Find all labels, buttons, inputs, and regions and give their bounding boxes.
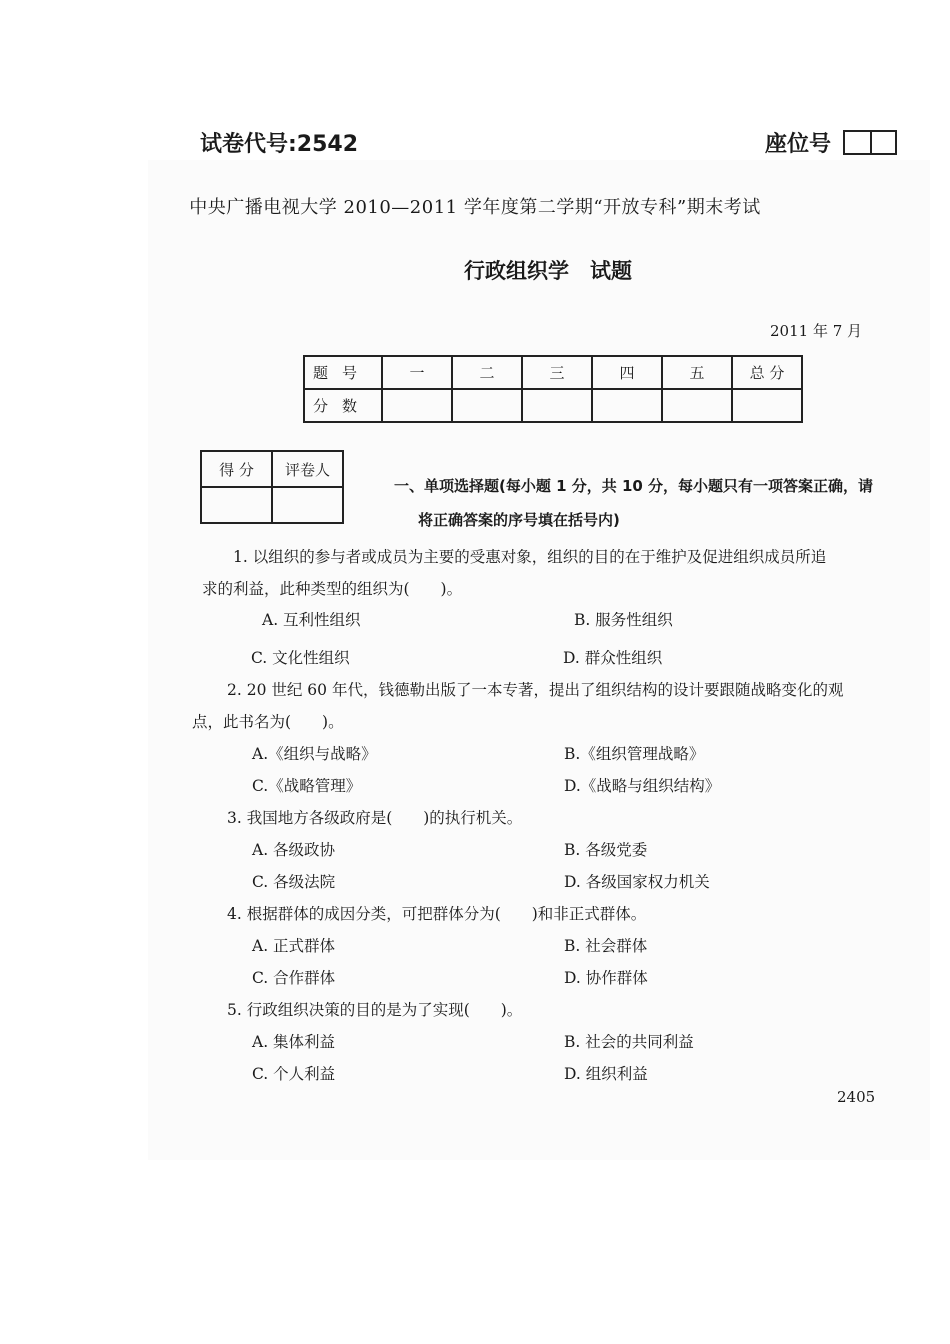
- seat-number-box: [843, 130, 897, 155]
- section-instruction-line2: 将正确答案的序号填在括号内): [418, 511, 620, 529]
- question-2-option-b: B.《组织管理战略》: [564, 745, 705, 763]
- question-4-option-b: B. 社会群体: [564, 937, 648, 955]
- question-1-stem-cont: 求的利益，此种类型的组织为( )。: [202, 580, 463, 598]
- section-instruction-line1: 一、单项选择题(每小题 1 分，共 10 分，每小题只有一项答案正确，请: [394, 477, 874, 495]
- question-1-option-b: B. 服务性组织: [574, 611, 673, 629]
- exam-header: 中央广播电视大学 2010—2011 学年度第二学期“开放专科”期末考试: [189, 197, 761, 218]
- score-table-row-label: 分数: [304, 389, 382, 422]
- question-2-option-a: A.《组织与战略》: [252, 745, 377, 763]
- question-5-option-b: B. 社会的共同利益: [564, 1033, 694, 1051]
- question-4-option-c: C. 合作群体: [252, 969, 336, 987]
- question-1-option-d: D. 群众性组织: [563, 649, 663, 667]
- score-table-header-row: [304, 356, 802, 389]
- question-2-stem-cont: 点，此书名为( )。: [192, 713, 344, 731]
- question-4-option-a: A. 正式群体: [252, 937, 336, 955]
- question-3-stem: 3. 我国地方各级政府是( )的执行机关。: [227, 809, 523, 827]
- question-5-option-a: A. 集体利益: [252, 1033, 336, 1051]
- question-4-option-d: D. 协作群体: [564, 969, 648, 987]
- question-1-option-a: A. 互利性组织: [262, 611, 361, 629]
- exam-date: 2011 年 7 月: [770, 322, 863, 340]
- grader-name-label: 评卷人: [272, 451, 343, 487]
- seat-label: 座位号: [765, 132, 832, 157]
- score-cell: [382, 389, 452, 422]
- grader-score-label: 得 分: [201, 451, 272, 487]
- question-5-option-d: D. 组织利益: [564, 1065, 648, 1083]
- score-table-column: 总 分: [732, 356, 802, 389]
- exam-code: 试卷代号:2542: [200, 132, 359, 157]
- score-table-column: 二: [452, 356, 522, 389]
- grader-score-cell: [201, 487, 272, 523]
- question-3-option-b: B. 各级党委: [564, 841, 648, 859]
- question-3-option-d: D. 各级国家权力机关: [564, 873, 710, 891]
- score-table: [303, 355, 803, 423]
- question-2-option-c: C.《战略管理》: [252, 777, 362, 795]
- score-table-column: 三: [522, 356, 592, 389]
- page-number: 2405: [837, 1088, 876, 1106]
- question-3-option-c: C. 各级法院: [252, 873, 336, 891]
- score-table-row-label: 题号: [304, 356, 382, 389]
- grader-name-cell: [272, 487, 343, 523]
- score-cell: [452, 389, 522, 422]
- question-2-option-d: D.《战略与组织结构》: [564, 777, 721, 795]
- score-table-column: 五: [662, 356, 732, 389]
- question-1-option-c: C. 文化性组织: [251, 649, 350, 667]
- question-5-option-c: C. 个人利益: [252, 1065, 336, 1083]
- score-cell: [592, 389, 662, 422]
- question-2-stem: 2. 20 世纪 60 年代，钱德勒出版了一本专著，提出了组织结构的设计要跟随战略变化的观: [227, 681, 844, 699]
- score-cell: [732, 389, 802, 422]
- score-cell: [522, 389, 592, 422]
- score-table-score-row: [304, 389, 802, 422]
- question-3-option-a: A. 各级政协: [252, 841, 336, 859]
- score-cell: [662, 389, 732, 422]
- question-5-stem: 5. 行政组织决策的目的是为了实现( )。: [227, 1001, 523, 1019]
- score-table-column: 四: [592, 356, 662, 389]
- question-1-stem: 1. 以组织的参与者或成员为主要的受惠对象，组织的目的在于维护及促进组织成员所追: [233, 548, 827, 566]
- question-4-stem: 4. 根据群体的成因分类，可把群体分为( )和非正式群体。: [227, 905, 647, 923]
- grader-table: [200, 450, 344, 524]
- exam-title: 行政组织学 试题: [464, 259, 632, 283]
- score-table-column: 一: [382, 356, 452, 389]
